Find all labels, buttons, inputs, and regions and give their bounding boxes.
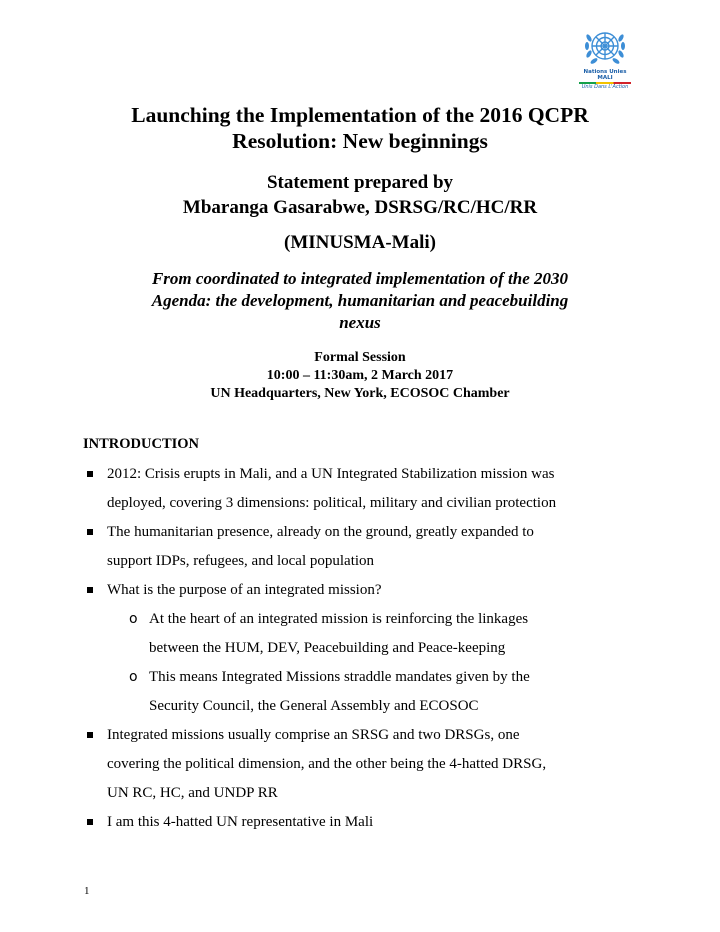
- list-item-line: The humanitarian presence, already on the ground, greatly expanded to: [107, 524, 534, 540]
- list-item: [83, 721, 643, 808]
- title-line-1: Launching the Implementation of the 2016 QCPR: [131, 103, 589, 127]
- subtitle-line-2: Agenda: the development, humanitarian and peacebuilding: [151, 291, 569, 310]
- session-info: [90, 349, 630, 403]
- list-item-line: UN RC, HC, and UNDP RR: [107, 785, 278, 801]
- sub-list-item-line: between the HUM, DEV, Peacebuilding and Peace-keeping: [149, 640, 506, 656]
- sub-list-item: [83, 663, 643, 721]
- list-item-line: covering the political dimension, and the other being the 4-hatted DRSG,: [107, 756, 547, 772]
- document-title: [90, 102, 630, 154]
- list-item-line: Integrated missions usually comprise an SRSG and two DRSGs, one: [107, 727, 520, 743]
- list-item-line: 2012: Crisis erupts in Mali, and a UN Integrated Stabilization mission was: [107, 466, 555, 482]
- session-time: 10:00 – 11:30am, 2 March 2017: [266, 368, 454, 383]
- subtitle-line-3: nexus: [339, 313, 381, 332]
- sub-list-item-line: This means Integrated Missions straddle mandates given by the: [149, 669, 530, 685]
- list-item-line: I am this 4-hatted UN representative in Mali: [107, 814, 374, 830]
- title-line-2: Resolution: New beginnings: [232, 129, 488, 153]
- sub-list-item-line: Security Council, the General Assembly and ECOSOC: [149, 698, 479, 714]
- list-item: [83, 518, 643, 576]
- square-bullet-icon: [87, 587, 93, 593]
- square-bullet-icon: [87, 732, 93, 738]
- list-item: [83, 808, 643, 837]
- square-bullet-icon: [87, 819, 93, 825]
- un-emblem-icon: [583, 24, 627, 68]
- list-item-line: support IDPs, refugees, and local population: [107, 553, 375, 569]
- document-subtitle: [90, 268, 630, 334]
- circle-bullet-icon: o: [129, 611, 138, 627]
- circle-bullet-icon: o: [129, 669, 138, 685]
- logo-motto: Unis Dans L'Action: [581, 84, 629, 90]
- section-heading: INTRODUCTION: [83, 436, 200, 452]
- list-item-line: What is the purpose of an integrated mission?: [107, 582, 382, 598]
- un-mali-logo: [572, 24, 638, 92]
- bullet-list: [83, 460, 643, 837]
- logo-text-nations-unies: Nations Unies: [583, 69, 627, 75]
- square-bullet-icon: [87, 471, 93, 477]
- square-bullet-icon: [87, 529, 93, 535]
- session-location: UN Headquarters, New York, ECOSOC Chamber: [210, 386, 510, 401]
- sub-list-item: [83, 605, 643, 663]
- sub-list-item-line: At the heart of an integrated mission is reinforcing the linkages: [149, 611, 529, 627]
- list-item: [83, 576, 643, 605]
- logo-text-mali: MALI: [597, 75, 613, 81]
- session-name: Formal Session: [314, 350, 406, 365]
- statement-line-2: Mbaranga Gasarabwe, DSRSG/RC/HC/RR: [182, 197, 538, 218]
- subtitle-line-1: From coordinated to integrated implementation of the 2030: [151, 269, 569, 288]
- statement-line-1: Statement prepared by: [266, 172, 454, 193]
- list-item: [83, 460, 643, 518]
- page-number: 1: [84, 885, 90, 897]
- mission-name: (MINUSMA-Mali): [284, 232, 436, 253]
- list-item-line: deployed, covering 3 dimensions: political, military and civilian protection: [107, 495, 557, 511]
- statement-byline: [90, 170, 630, 220]
